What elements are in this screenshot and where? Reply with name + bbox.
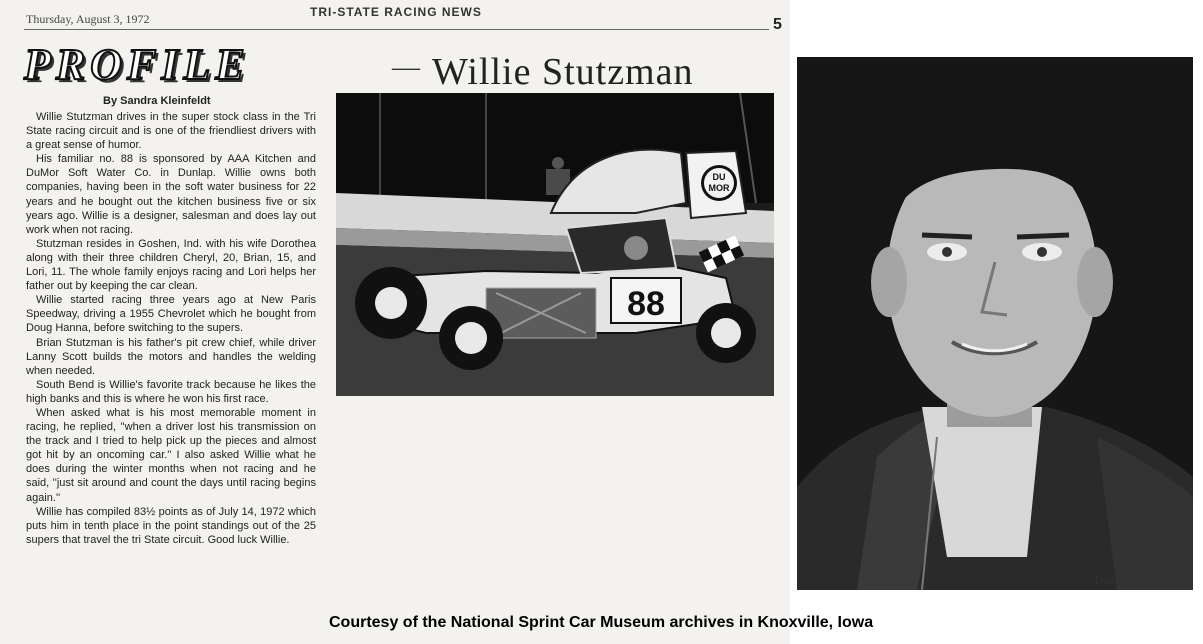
race-car-photo [336,93,774,396]
byline: By Sandra Kleinfeldt [103,95,211,107]
profile-heading: PROFILE [24,40,250,89]
title-dash: — [392,52,420,83]
newspaper-name: TRI-STATE RACING NEWS [310,5,482,19]
article-paragraph: Willie Stutzman drives in the super stock class in the Tri State racing circuit and is one of the friendliest drivers with a great sense of humor. [26,111,316,152]
wing-sign-bottom: MOR [708,183,730,193]
article-paragraph: Stutzman resides in Goshen, Ind. with his wife Dorothea along with their three children Cheryl, 20, Brian, 15, and Lori, 11. The whole family enjoys racing and Lori helps her father out by keeping the car clean. [26,237,316,293]
article-paragraph: When asked what is his most memorable moment in racing, he replied, ''when a driver lost his transmission on the track and I tried to help pick up the pieces and almost got hit by an oncoming car.'' I also asked Willie what he does during the winter months when not racing and he said, ''just sit around and count the days until racing begins again.'' [26,406,316,504]
wing-sign-top: DU [712,172,726,182]
archive-caption: Courtesy of the National Sprint Car Museum archives in Knoxville, Iowa [329,614,874,631]
article-paragraph: South Bend is Willie's favorite track because he likes the high banks and this is where he won his first race. [26,378,316,405]
car-number: 88 [627,285,665,323]
issue-date: Thursday, August 3, 1972 [26,12,150,26]
article-paragraph: Willie started racing three years ago at New Paris Speedway, driving a 1955 Chevrolet which he bought from Doug Hanna, before switching to the supers. [26,294,316,335]
article-paragraph: His familiar no. 88 is sponsored by AAA Kitchen and DuMor Soft Water Co. in Dunlap. Willie owns both companies, having been in the soft water business for 22 years and he bought out the kitchen business five or six years ago. Willie is a designer, salesman and does lay out work when not racing. [26,153,316,236]
driver-portrait-photo [797,57,1193,590]
article-paragraph: Willie has compiled 83½ points as of July 14, 1972 which puts him in tenth place in the point standings out of the 25 supers that travel the tri State circuit. Good luck Willie. [26,505,316,546]
subject-name-heading: Willie Stutzman [432,51,694,93]
header-divider [24,29,769,30]
article-body [26,110,316,547]
photo-credit: Dick Price Photos [1095,575,1182,587]
article-paragraph: Brian Stutzman is his father's pit crew chief, while driver Lanny Scott builds the motors and handles the welding when needed. [26,336,316,377]
page-number: 5 [773,16,782,33]
